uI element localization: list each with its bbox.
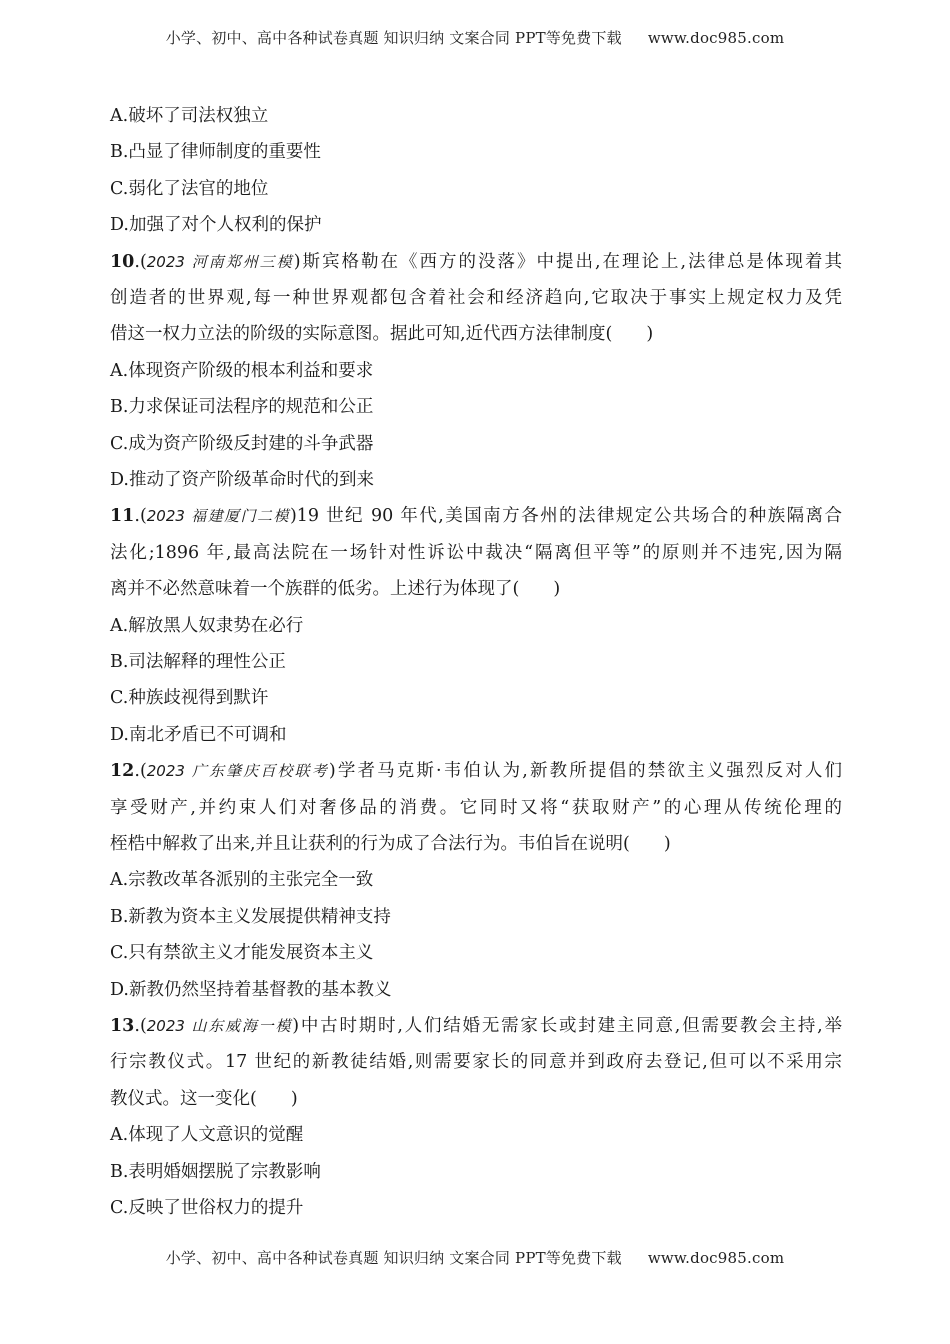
question-11-number: 11 [110, 506, 135, 527]
option-13b: B.表明婚姻摆脱了宗教影响 [110, 1161, 321, 1182]
option-11a: A.解放黑人奴隶势在必行 [110, 615, 304, 636]
question-11-stem-line-2: 法化;1896 年,最高法院在一场针对性诉讼中裁决“隔离但平等”的原则并不违宪,因为隔 [110, 542, 842, 563]
option-9c: C.弱化了法官的地位 [110, 178, 269, 199]
question-13-stem-line-2: 行宗教仪式。17 世纪的新教徒结婚,则需要家长的同意并到政府去登记,但可以不采用宗 [110, 1052, 842, 1073]
option-11c: C.种族歧视得到默许 [110, 688, 269, 709]
option-9d: D.加强了对个人权利的保护 [110, 215, 322, 236]
header-site: www.doc985.com [647, 29, 785, 47]
option-12d: D.新教仍然坚持着基督教的基本教义 [110, 979, 392, 1000]
question-11-stem-line-3: 离并不必然意味着一个族群的低劣。上述行为体现了( ) [110, 579, 561, 600]
option-12c: C.只有禁欲主义才能发展资本主义 [110, 943, 374, 964]
question-13-stem-line-3: 教仪式。这一变化( ) [110, 1088, 298, 1109]
question-10-source: 2023 河南郑州三模 [146, 252, 294, 271]
option-10c: C.成为资产阶级反封建的斗争武器 [110, 433, 374, 454]
question-9-options [110, 98, 842, 244]
option-11b: B.司法解释的理性公正 [110, 651, 286, 672]
question-13-stem-line-1: 13.(2023 山东威海一模)中古时期时,人们结婚无需家长或封建主同意,但需要教会主持,举 [110, 1015, 842, 1036]
exam-content [110, 98, 842, 1226]
question-12-source: 2023 广东肇庆百校联考 [146, 762, 329, 781]
option-12b: B.新教为资本主义发展提供精神支持 [110, 906, 391, 927]
question-10 [110, 244, 842, 499]
question-11 [110, 498, 842, 753]
question-10-number: 10 [110, 251, 135, 272]
question-11-source: 2023 福建厦门二模 [146, 507, 290, 526]
question-12-stem-line-1: 12.(2023 广东肇庆百校联考)学者马克斯·韦伯认为,新教所提倡的禁欲主义强烈反对人们 [110, 761, 842, 782]
option-9a: A.破坏了司法权独立 [110, 106, 269, 126]
question-13 [110, 1008, 842, 1226]
question-12-stem-line-3: 桎梏中解救了出来,并且让获利的行为成了合法行为。韦伯旨在说明( ) [110, 833, 671, 854]
header-text: 小学、初中、高中各种试卷真题 知识归纳 文案合同 PPT等免费下载 [165, 29, 622, 47]
option-11d: D.南北矛盾已不可调和 [110, 724, 287, 745]
page-header [0, 27, 950, 48]
option-10b: B.力求保证司法程序的规范和公正 [110, 397, 374, 418]
option-13a: A.体现了人文意识的觉醒 [110, 1125, 304, 1146]
question-12 [110, 753, 842, 1008]
question-12-number: 12 [110, 761, 135, 782]
option-9b: B.凸显了律师制度的重要性 [110, 142, 321, 163]
question-13-source: 2023 山东威海一模 [146, 1016, 293, 1035]
question-10-stem-line-3: 借这一权力立法的阶级的实际意图。据此可知,近代西方法律制度( ) [110, 324, 654, 345]
question-11-stem-line-1: 11.(2023 福建厦门二模)19 世纪 90 年代,美国南方各州的法律规定公共场合的种族隔离合 [110, 506, 842, 527]
option-10d: D.推动了资产阶级革命时代的到来 [110, 469, 374, 490]
footer-text: 小学、初中、高中各种试卷真题 知识归纳 文案合同 PPT等免费下载 [165, 1249, 622, 1267]
question-10-stem-line-2: 创造者的世界观,每一种世界观都包含着社会和经济趋向,它取决于事实上规定权力及凭 [110, 287, 842, 308]
question-12-stem-line-2: 享受财产,并约束人们对奢侈品的消费。它同时又将“获取财产”的心理从传统伦理的 [110, 797, 843, 818]
footer-site: www.doc985.com [647, 1249, 785, 1267]
option-10a: A.体现资产阶级的根本利益和要求 [110, 360, 374, 381]
option-12a: A.宗教改革各派别的主张完全一致 [110, 870, 374, 891]
option-13c: C.反映了世俗权力的提升 [110, 1197, 304, 1218]
page-footer [0, 1247, 950, 1268]
question-10-stem-line-1: 10.(2023 河南郑州三模)斯宾格勒在《西方的没落》中提出,在理论上,法律总是体现着其 [110, 251, 843, 272]
question-13-number: 13 [110, 1015, 135, 1036]
